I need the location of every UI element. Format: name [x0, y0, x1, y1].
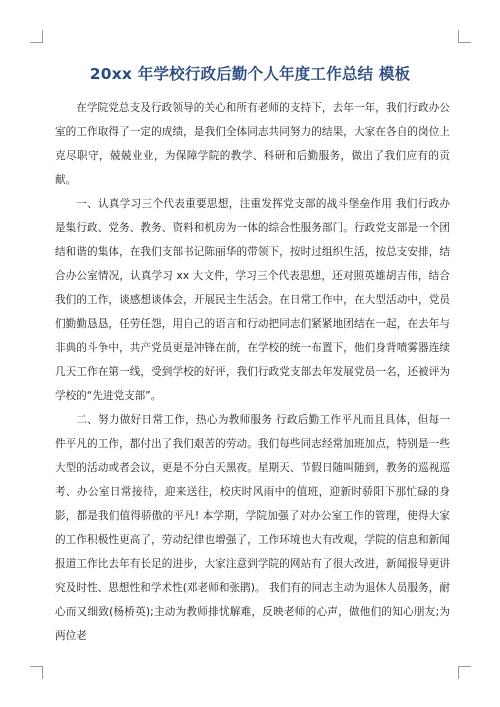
crop-mark-bottom-right — [458, 666, 471, 679]
document-title: 20xx 年学校行政后勤个人年度工作总结 模板 — [89, 65, 411, 83]
crop-mark-top-left — [30, 30, 43, 43]
document-body — [55, 96, 450, 648]
paragraph-section-two: 二、努力做好日常工作，热心为教师服务 行政后勤工作平凡而且具体，但每一件平凡的工作，都付出了我们艰苦的劳动。我们每些同志经常加班加点，特别是一些大型的活动或者会议，更是不分白天黑夜。星期天、节假日随叫随到，教务的巡视巡考、办公室日常接待，迎来送往，校庆时风雨中的值班，迎新时骄阳下那忙碌的身影，都是我们值得骄傲的平凡! 本学期，学院加强了对办公室工作的管理，使得大家的工作积极性更高了，劳动纪律也增强了，工作环境也大有改观，学院的信息和新闻报道工作比去年有长足的进步，大家注意到学院的网站有了很大改进，新闻报导更讲究及时性、思想性和学术性(邓老师和张鹃)。 我们有的同志主动为退休人员服务，耐心而又细致(杨桥英);主动为教师排忧解难，反映老师的心声，做他们的知心朋友;为两位老 — [55, 414, 450, 642]
paragraph-intro: 在学院党总支及行政领导的关心和所有老师的支持下，去年一年，我们行政办公室的工作取得了一定的成绩，是我们全体同志共同努力的结果，大家在各自的岗位上克尽职守，兢兢业业，为保障学院的教学、科研和后勤服务，做出了我们应有的贡献。 — [55, 102, 450, 186]
crop-mark-top-right — [458, 30, 471, 43]
paragraph-section-one: 一、认真学习三个代表重要思想，注重发挥党支部的战斗堡垒作用 我们行政办是集行政、党务、教务、资料和机房为一体的综合性服务部门。行政党支部是一个团结和谐的集体，在我们支部书记陈丽华的带领下，按时过组织生活，按总支安排，结合办公室情况，认真学习 xx 大文件，学习三个代表思想，还对照英雄胡吉伟，结合我们的工作，谈感想谈体会，开展民主生活会。在日常工作中，在大型活动中，党员们勤勤恳恳，任劳任怨，用自己的语言和行动把同志们紧紧地团结在一起，在去年与非典的斗争中，共产党员更是冲锋在前，在学校的统一布置下，他们身背喷雾器连续几天工作在第一线，受到学校的好评，我们行政党支部去年发展党员一名，还被评为学校的“先进党支部”。 — [55, 198, 450, 402]
crop-mark-bottom-left — [30, 666, 43, 679]
